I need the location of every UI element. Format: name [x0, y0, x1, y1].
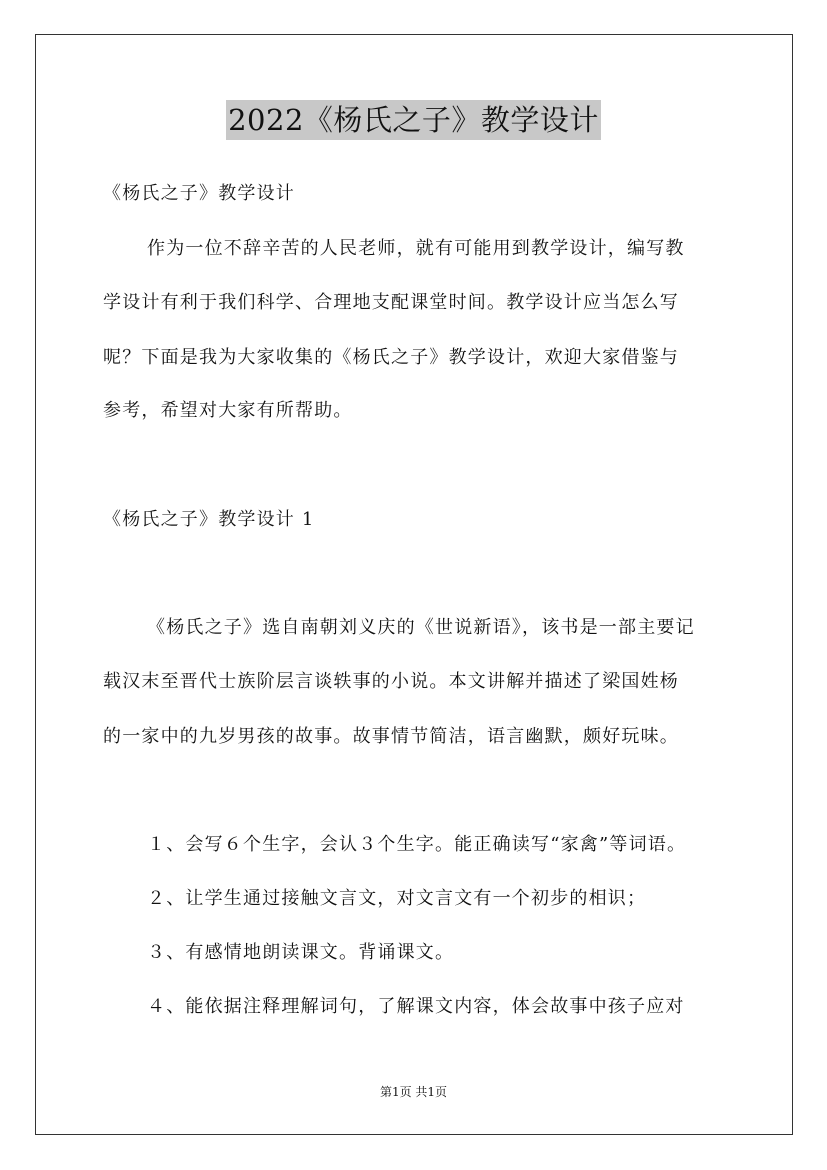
objective-item-2: ２、让学生通过接触文言文，对文言文有一个初步的相识； — [147, 888, 647, 909]
document-title: 2022《杨氏之子》教学设计 — [226, 100, 601, 140]
intro-line-3: 呢？下面是我为大家收集的《杨氏之子》教学设计，欢迎大家借鉴与 — [103, 347, 679, 368]
intro-line-4: 参考，希望对大家有所帮助。 — [103, 400, 353, 421]
body-line-2: 载汉末至晋代士族阶层言谈轶事的小说。本文讲解并描述了梁国姓杨 — [103, 671, 679, 692]
title-container — [0, 100, 827, 140]
objective-item-3: ３、有感情地朗读课文。背诵课文。 — [147, 942, 455, 963]
section-heading: 《杨氏之子》教学设计 1 — [103, 509, 315, 530]
subtitle: 《杨氏之子》教学设计 — [103, 183, 295, 204]
intro-line-1: 作为一位不辞辛苦的人民老师，就有可能用到教学设计，编写教 — [147, 238, 685, 259]
intro-line-2: 学设计有利于我们科学、合理地支配课堂时间。教学设计应当怎么写 — [103, 292, 679, 313]
objective-item-4: ４、能依据注释理解词句，了解课文内容，体会故事中孩子应对 — [147, 996, 685, 1017]
body-line-3: 的一家中的九岁男孩的故事。故事情节简洁，语言幽默，颇好玩味。 — [103, 726, 679, 747]
body-line-1: 《杨氏之子》选自南朝刘义庆的《世说新语》，该书是一部主要记 — [147, 617, 695, 638]
objective-item-1: １、会写６个生字，会认３个生字。能正确读写“家禽”等词语。 — [147, 834, 687, 855]
page-footer: 第1页 共1页 — [379, 1085, 448, 1099]
